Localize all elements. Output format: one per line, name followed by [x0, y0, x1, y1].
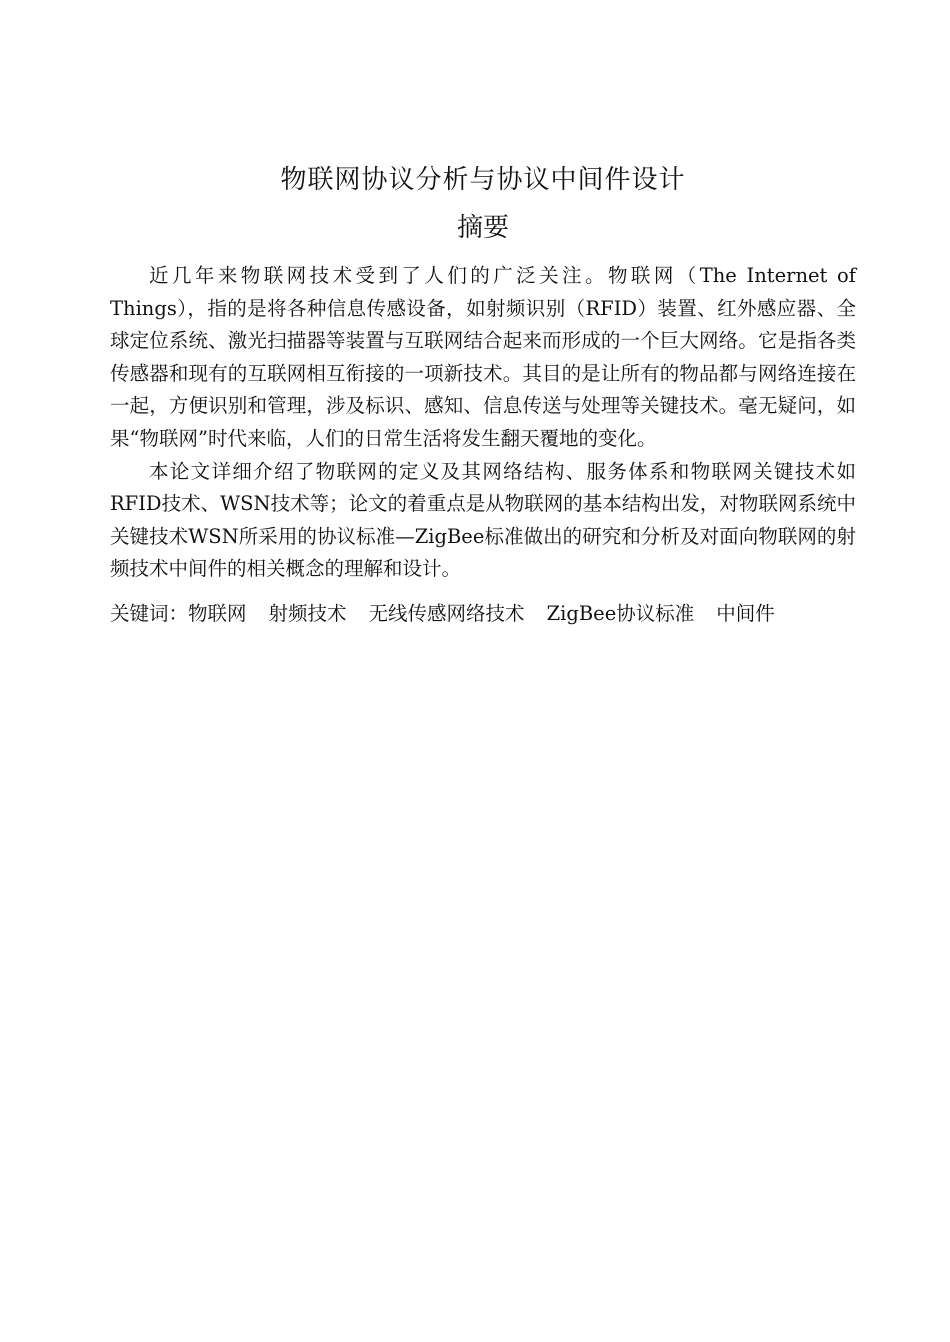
keywords-label: 关键词： [110, 601, 189, 625]
abstract-heading: 摘要 [456, 213, 509, 243]
keyword-item: ZigBee协议标准 [546, 601, 695, 625]
keyword-item: 射频技术 [268, 601, 347, 625]
abstract-paragraph-1: 近几年来物联网技术受到了人们的广泛关注。物联网（The Internet of Things），指的是将各种信息传感设备，如射频识别（RFID）装置、红外感应器、全球定位系统、激光扫描器等装置与互联网结合起来而形成的一个巨大网络。它是指各类传感器和现有的互联网相互衔接的一项新技术。其目的是让所有的物品都与网络连接在一起，方便识别和管理，涉及标识、感知、信息传送与处理等关键技术。毫无疑问，如果“物联网”时代来临，人们的日常生活将发生翻天覆地的变化。 [110, 264, 856, 450]
keyword-item: 无线传感网络技术 [368, 601, 525, 625]
abstract-paragraph-2: 本论文详细介绍了物联网的定义及其网络结构、服务体系和物联网关键技术如RFID技术、WSN技术等；论文的着重点是从物联网的基本结构出发，对物联网系统中关键技术WSN所采用的协议标准—ZigBee标准做出的研究和分析及对面向物联网的射频技术中间件的相关概念的理解和设计。 [110, 459, 856, 581]
keyword-item: 物联网 [188, 601, 247, 625]
page-content [110, 160, 856, 631]
paper-title: 物联网协议分析与协议中间件设计 [280, 165, 686, 195]
keyword-item: 中间件 [716, 601, 775, 625]
keywords-line [110, 598, 856, 631]
